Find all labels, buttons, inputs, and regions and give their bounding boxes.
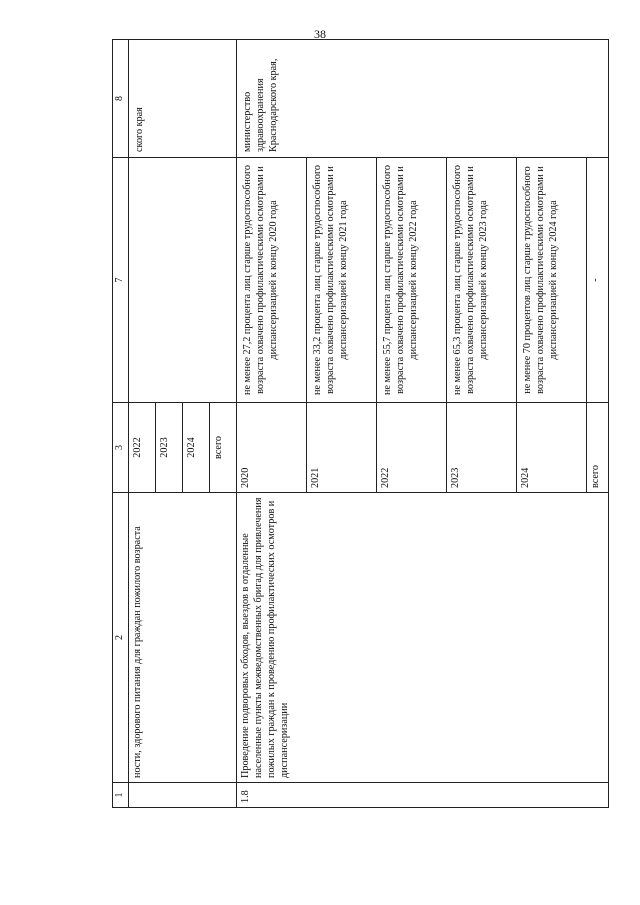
col-header-3: 3 [113,403,129,493]
executor-cell: министерство здравоохранения Краснодарского края, [236,40,608,158]
result-cell: не менее 65,3 процента лиц старше трудоспособного возраста охвачено профилактическими осмотрами и диспансеризацией к концу 2023 года [446,158,516,403]
result-cell: не менее 27,2 процента лиц старше трудоспособного возраста охвачено профилактическими осмотрами и диспансеризацией к концу 2020 года [236,158,306,403]
page-number: 38 [314,27,326,41]
row-number-cell [128,783,236,808]
year-cell: 2022 [128,403,155,493]
col-header-8: 8 [113,40,129,158]
rotated-table-wrapper [112,40,601,808]
measure-description: ности, здорового питания для граждан пожилого возраста [128,493,236,783]
table-row [128,40,155,808]
year-cell: 2024 [516,403,586,493]
year-cell: 2022 [376,403,446,493]
year-cell: всего [586,403,608,493]
year-cell: 2023 [155,403,182,493]
year-cell: 2024 [182,403,209,493]
year-cell: 2023 [446,403,516,493]
year-cell: всего [209,403,236,493]
row-number-cell: 1.8 [236,783,608,808]
result-cell [128,158,236,403]
col-header-1: 1 [113,783,129,808]
result-cell: не менее 33,2 процента лиц старше трудоспособного возраста охвачено профилактическими осмотрами и диспансеризацией к концу 2021 года [306,158,376,403]
measure-description: Проведение подворовых обходов, выездов в отдаленные населенные пункты межведомственных бригад для привлечения пожилых граждан к проведению профилактических осмотров и диспансеризации [236,493,608,783]
executor-cell: ского края [128,40,236,158]
table-row [236,40,306,808]
result-cell: не менее 70 процентов лиц старше трудоспособного возраста охвачено профилактическими осмотрами и диспансеризацией к концу 2024 года [516,158,586,403]
year-cell: 2021 [306,403,376,493]
program-table [112,39,609,808]
year-cell: 2020 [236,403,306,493]
result-cell: - [586,158,608,403]
col-header-2: 2 [113,493,129,783]
header-row [113,40,129,808]
result-cell: не менее 55,7 процента лиц старше трудоспособного возраста охвачено профилактическими осмотрами и диспансеризацией к концу 2022 года [376,158,446,403]
col-header-7: 7 [113,158,129,403]
